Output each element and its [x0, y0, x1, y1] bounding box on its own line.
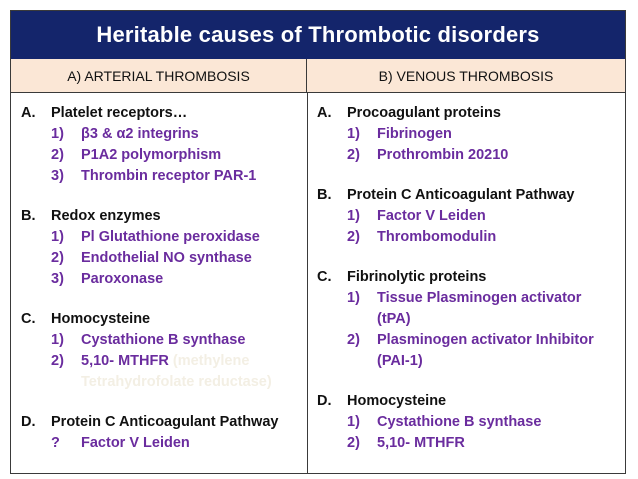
section-title: Homocysteine	[51, 311, 151, 327]
section-letter: D.	[21, 414, 36, 430]
list-item: 2) Thrombomodulin	[347, 229, 497, 245]
list-item: 2) Plasminogen activator Inhibitor (PAI-1)	[347, 332, 594, 369]
list-item: 2) Prothrombin 20210	[347, 147, 509, 163]
section-title: Fibrinolytic proteins	[347, 269, 487, 285]
section-letter: A.	[21, 105, 36, 121]
section-title: Protein C Anticoagulant Pathway	[347, 187, 575, 203]
section-letter: C.	[317, 269, 332, 285]
list-item: 1) Cystathione B synthase	[51, 332, 246, 348]
list-item: 1) Fibrinogen	[347, 126, 452, 142]
table-frame	[10, 10, 626, 474]
section-letter: B.	[317, 187, 332, 203]
section-redox-enzymes	[21, 206, 305, 290]
section-letter: B.	[21, 208, 36, 224]
section-title: Procoagulant proteins	[347, 105, 501, 121]
faded-annotation: Tetrahydrofolate reductase)	[81, 374, 272, 390]
list-item: 1) Tissue Plasminogen activator (tPA)	[347, 290, 582, 327]
list-item: 2) Endothelial NO synthase	[51, 250, 252, 266]
list-item: 1) Factor V Leiden	[347, 208, 486, 224]
section-fibrinolytic-proteins	[317, 267, 623, 372]
list-item: 1) Cystathione B synthase	[347, 414, 542, 430]
list-item: 3) Paroxonase	[51, 271, 164, 287]
list-item: 2) 5,10- MTHFR (methylene Tetrahydrofolate reductase)	[51, 353, 272, 390]
list-item: 2) P1A2 polymorphism	[51, 147, 222, 163]
section-letter: A.	[317, 105, 332, 121]
section-homocysteine	[21, 309, 305, 393]
section-homocysteine	[317, 391, 623, 454]
column-divider	[307, 93, 308, 473]
column-header-arterial: A) ARTERIAL THROMBOSIS	[11, 59, 307, 93]
section-procoagulant-proteins	[317, 103, 623, 166]
arterial-column	[21, 103, 305, 454]
section-title: Protein C Anticoagulant Pathway	[51, 414, 279, 430]
section-title: Platelet receptors…	[51, 105, 188, 121]
faded-annotation: (methylene	[172, 353, 250, 369]
list-item: 2) 5,10- MTHFR	[347, 435, 465, 451]
section-protein-c-pathway	[21, 412, 305, 454]
page-title: Heritable causes of Thrombotic disorders	[11, 11, 625, 59]
list-item: ? Factor V Leiden	[51, 435, 190, 451]
section-letter: C.	[21, 311, 36, 327]
list-item: 1) Pl Glutathione peroxidase	[51, 229, 260, 245]
venous-column	[317, 103, 623, 454]
section-title: Redox enzymes	[51, 208, 161, 224]
list-item: 3) Thrombin receptor PAR-1	[51, 168, 257, 184]
list-item: 1) β3 & α2 integrins	[51, 126, 199, 142]
section-platelet-receptors	[21, 103, 305, 187]
section-title: Homocysteine	[347, 393, 447, 409]
section-letter: D.	[317, 393, 332, 409]
column-header-venous: B) VENOUS THROMBOSIS	[307, 59, 625, 93]
section-protein-c-pathway	[317, 185, 623, 248]
